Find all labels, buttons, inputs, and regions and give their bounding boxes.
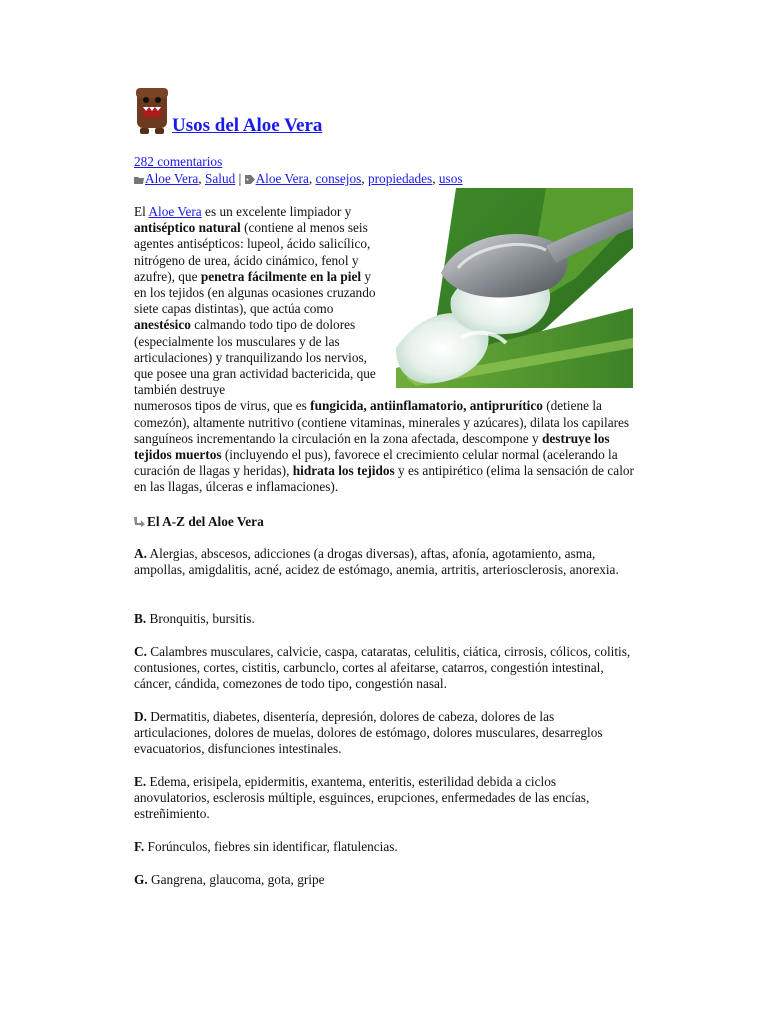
entry-letter: C. (134, 644, 147, 659)
post-title-link[interactable]: Usos del Aloe Vera (172, 115, 323, 136)
intro-text: (incluyendo el pus), favorece el crecimiento celular normal (acelerando la curación de llagas y heridas), (134, 447, 618, 479)
intro-bold: antiséptico natural (134, 220, 241, 236)
post-meta: Aloe Vera, Salud | Aloe Vera, consejos, propiedades, usos (134, 171, 463, 187)
entry-text: Forúnculos, fiebres sin identificar, flatulencias. (144, 839, 398, 854)
az-entry-e (134, 774, 634, 823)
category-link-salud[interactable]: Salud (204, 171, 236, 186)
intro-text: calmando todo tipo de dolores (especialmente los musculares y de las articulaciones) y tranquilizando los nervios, que posee una gran actividad bactericida, que también destruye (134, 317, 376, 398)
folder-icon (134, 175, 144, 184)
az-entry-a (134, 546, 634, 578)
entry-text: Edema, erisipela, epidermitis, exantema, enteritis, esterilidad debida a ciclos anovulatorios, esclerosis múltiple, esguinces, erupciones, enfermedades de las encías, estreñimiento. (134, 774, 590, 822)
tag-link-consejos[interactable]: consejos (315, 171, 362, 186)
intro-text: numerosos tipos de virus, que es (134, 398, 311, 414)
entry-letter: B. (134, 611, 147, 626)
az-entry-b (134, 611, 634, 627)
entry-text: Calambres musculares, calvicie, caspa, cataratas, celulitis, ciática, cirrosis, cólicos, colitis, contusiones, cortes, cistitis, carbunclo, cortes al afeitarse, catarros, congestión intestinal, cáncer, cándida, comezones de todo tipo, congestión nasal. (134, 644, 631, 692)
tag-link-usos[interactable]: usos (438, 171, 463, 186)
az-entry-d (134, 709, 634, 758)
category-link-aloe-vera[interactable]: Aloe Vera (145, 171, 199, 186)
az-entry-g (134, 872, 634, 888)
az-entry-f (134, 839, 634, 855)
intro-bold: hidrata los tejidos (292, 463, 395, 479)
intro-bold: penetra fácilmente en la piel (200, 268, 362, 284)
arrow-bullet-icon (134, 517, 145, 527)
tag-link-propiedades[interactable]: propiedades (367, 171, 433, 186)
domo-mascot-icon (134, 84, 174, 136)
intro-bold: fungicida, antiinflamatorio, antiprurítico (310, 398, 543, 414)
entry-letter: F. (134, 839, 145, 854)
entry-text: Gangrena, glaucoma, gota, gripe (147, 872, 325, 887)
aloe-vera-link[interactable]: Aloe Vera (148, 204, 202, 219)
comments-link[interactable]: 282 comentarios (134, 154, 223, 169)
intro-paragraph (134, 204, 634, 496)
intro-text: (detiene la comezón), altamente nutritivo (contiene vitaminas, minerales y azúcares), dilata los capilares sanguíneos incrementando la circulación en la zona afectada, descompone y (134, 398, 630, 446)
intro-bold: anestésico (134, 317, 191, 333)
intro-text: (contiene al menos seis agentes antisépticos: lupeol, ácido salicílico, nitrógeno de urea, ácido cinámico, fenol y azufre), que (134, 220, 371, 284)
entry-letter: A. (134, 546, 147, 561)
intro-text: y en los tejidos (en algunas ocasiones cruzando siete capas distintas), que actúa como (134, 268, 376, 317)
entry-letter: G. (134, 872, 148, 887)
intro-text: es un excelente limpiador y (201, 204, 352, 219)
tag-icon (245, 175, 255, 184)
intro-text: El (134, 204, 149, 219)
entry-text: Bronquitis, bursitis. (146, 611, 255, 626)
entry-text: Dermatitis, diabetes, disentería, depresión, dolores de cabeza, dolores de las articulaciones, dolores de muelas, dolores de estómago, dolores musculares, desarreglos evacuatorios, disfunciones intestinales. (134, 709, 603, 757)
entry-text: Alergias, abscesos, adicciones (a drogas diversas), aftas, afonía, agotamiento, asma, ampollas, amigdalitis, acné, acidez de estómago, anemia, artritis, arteriosclerosis, anorexia. (134, 546, 619, 578)
az-entry-c (134, 644, 634, 693)
tag-link-aloe-vera[interactable]: Aloe Vera (255, 171, 309, 186)
meta-separator: | (238, 171, 242, 186)
intro-text: y es antipirético (elima la sensación de calor en las llagas, úlceras e inflamaciones). (134, 463, 634, 495)
intro-bold: destruye los tejidos muertos (134, 430, 610, 463)
entry-letter: E. (134, 774, 147, 789)
entry-letter: D. (134, 709, 147, 724)
az-section-heading (134, 514, 264, 530)
az-heading-text: El A-Z del Aloe Vera (147, 514, 264, 529)
